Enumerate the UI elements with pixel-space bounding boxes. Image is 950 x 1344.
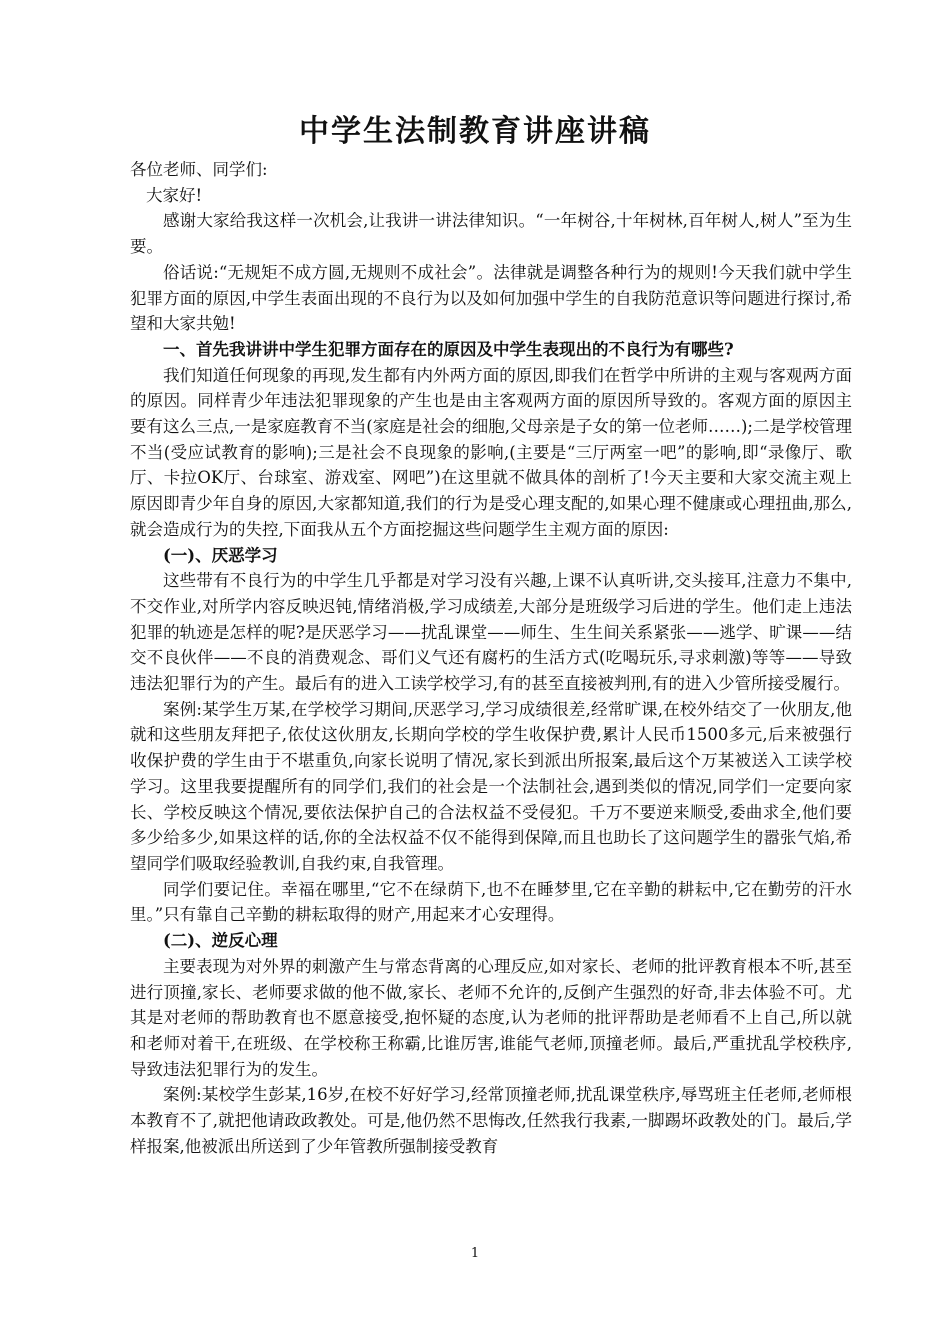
subsection-heading: (一)、厌恶学习 [163,545,278,565]
section-heading: 一、首先我讲讲中学生犯罪方面存在的原因及中学生表现出的不良行为有哪些? [163,339,734,359]
paragraph: 同学们要记住。幸福在哪里,“它不在绿荫下,也不在睡梦里,它在辛勤的耕耘中,它在勤劳的汗水里。”只有靠自己辛勤的耕耘取得的财产,用起来才心安理得。 [130,879,852,925]
paragraph: 这些带有不良行为的中学生几乎都是对学习没有兴趣,上课不认真听讲,交头接耳,注意力不集中,不交作业,对所学内容反映迟钝,情绪消极,学习成绩差,大部分是班级学习后进的学生。他们走上违法犯罪的轨迹是怎样的呢?是厌恶学习——扰乱课堂——师生、生生间关系紧张——逃学、旷课——结交不良伙伴——不良的消费观念、哥们义气还有腐朽的生活方式(吃喝玩乐,寻求刺激)等等——导致违法犯罪行为的产生。最后有的进入工读学校学习,有的甚至直接被判刑,有的进入少管所接受履行。 [130,571,852,694]
case-paragraph: 案例:某校学生彭某,16岁,在校不好好学习,经常顶撞老师,扰乱课堂秩序,辱骂班主任老师,老师根本教育不了,就把他请政政教处。可是,他仍然不思悔改,任然我行我素,一脚踢坏政教处的门。最后,学样报案,他被派出所送到了少年管教所强制接受教育 [130,1085,852,1156]
hello-line: 大家好! [146,185,203,205]
paragraph: 感谢大家给我这样一次机会,让我讲一讲法律知识。“一年树谷,十年树林,百年树人,树人”至为生要。 [130,211,852,257]
subsection-heading: (二)、逆反心理 [163,931,278,951]
greeting: 各位老师、同学们: [130,160,268,179]
page-number: 1 [470,1246,480,1261]
paragraph: 俗话说:“无规矩不成方圆,无规则不成社会”。法律就是调整各种行为的规则!今天我们就中学生犯罪方面的原因,中学生表面出现的不良行为以及如何加强中学生的自我防范意识等问题进行探讨,希望和大家共勉! [130,262,852,334]
paragraph: 主要表现为对外界的刺激产生与常态背离的心理反应,如对家长、老师的批评教育根本不听,甚至进行顶撞,家长、老师要求做的他不做,家长、老师不允许的,反倒产生强烈的好奇,非去体验不可。尤其是对老师的帮助教育也不愿意接受,抱怀疑的态度,认为老师的批评帮助是老师看不上自己,所以就和老师对着干,在班级、在学校称王称霸,比谁厉害,谁能气老师,顶撞老师。最后,严重扰乱学校秩序,导致违法犯罪行为的发生。 [130,956,852,1079]
paragraph: 我们知道任何现象的再现,发生都有内外两方面的原因,即我们在哲学中所讲的主观与客观两方面的原因。同样青少年违法犯罪现象的产生也是由主客观两方面的原因所导致的。客观方面的原因主要有这么三点,一是家庭教育不当(家庭是社会的细胞,父母亲是子女的第一位老师……);二是学校管理不当(受应试教育的影响);三是社会不良现象的影响,(主要是“三厅两室一吧”的影响,即“录像厅、歌厅、卡拉OK厅、台球室、游戏室、网吧”)在这里就不做具体的剖析了!今天主要和大家交流主观上原因即青少年自身的原因,大家都知道,我们的行为是受心理支配的,如果心理不健康或心理扭曲,那么,就会造成行为的失控,下面我从五个方面挖掘这些问题学生主观方面的原因: [130,365,852,539]
document-body [130,157,852,1159]
case-paragraph: 案例:某学生万某,在学校学习期间,厌恶学习,学习成绩很差,经常旷课,在校外结交了一伙朋友,他就和这些朋友拜把子,依仗这伙朋友,长期向学校的学生收保护费,累计人民币1500多元,后来被强行收保护费的学生由于不堪重负,向家长说明了情况,家长到派出所报案,最后这个万某被送入工读学校学习。这里我要提醒所有的同学们,我们的社会是一个法制社会,遇到类似的情况,同学们一定要向家长、学校反映这个情况,要依法保护自己的合法权益不受侵犯。千万不要逆来顺受,委曲求全,他们要多少给多少,如果这样的话,你的全法权益不仅不能得到保障,而且也助长了这问题学生的嚣张气焰,希望同学们吸取经验教训,自我约束,自我管理。 [130,699,852,873]
document-title: 中学生法制教育讲座讲稿 [299,114,651,149]
